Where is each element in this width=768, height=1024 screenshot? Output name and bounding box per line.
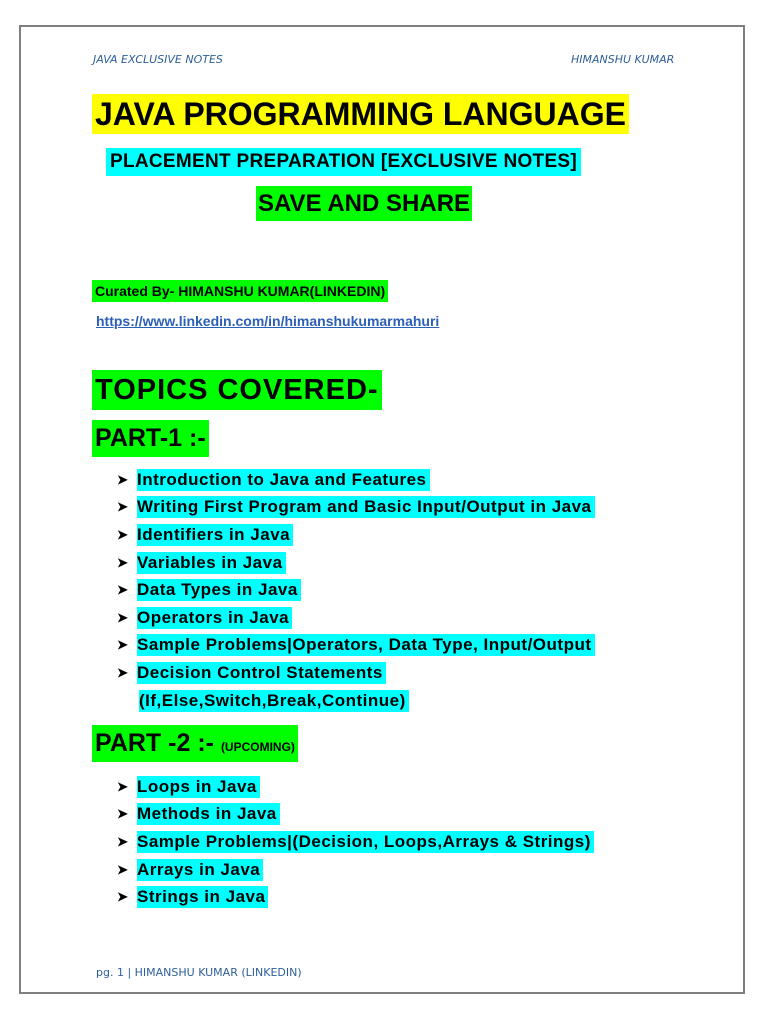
part-2-list (116, 773, 594, 911)
arrow-bullet-icon: ➤ (117, 526, 129, 542)
list-item (116, 576, 595, 604)
list-item (116, 521, 595, 549)
list-item-text: Methods in Java (137, 803, 280, 825)
curated-by: Curated By- HIMANSHU KUMAR(LINKEDIN) (92, 280, 388, 302)
arrow-bullet-icon: ➤ (117, 806, 129, 822)
topics-covered-heading: TOPICS COVERED- (92, 370, 382, 410)
list-item-text: Data Types in Java (137, 579, 301, 601)
list-item (116, 466, 595, 494)
arrow-bullet-icon: ➤ (117, 609, 129, 625)
list-item-text: Identifiers in Java (137, 524, 293, 546)
header-right: HIMANSHU KUMAR (571, 53, 675, 66)
list-item (116, 659, 595, 687)
linkedin-link[interactable]: https://www.linkedin.com/in/himanshukumarmahuri (96, 313, 440, 329)
arrow-bullet-icon: ➤ (117, 664, 129, 680)
save-and-share-heading: SAVE AND SHARE (256, 186, 472, 221)
list-item (116, 773, 594, 801)
list-item (116, 494, 595, 522)
page-title: JAVA PROGRAMMING LANGUAGE (92, 94, 629, 134)
page-subtitle: PLACEMENT PREPARATION [EXCLUSIVE NOTES] (106, 148, 581, 176)
list-item (116, 883, 594, 911)
list-item-text: Loops in Java (137, 776, 260, 798)
list-item-text: Arrays in Java (137, 859, 263, 881)
list-item-text: Variables in Java (137, 552, 286, 574)
arrow-bullet-icon: ➤ (117, 637, 129, 653)
header-left: JAVA EXCLUSIVE NOTES (93, 53, 223, 66)
arrow-bullet-icon: ➤ (117, 833, 129, 849)
list-item (116, 632, 595, 660)
list-item (116, 828, 594, 856)
arrow-bullet-icon: ➤ (117, 778, 129, 794)
part-2-heading-text: PART -2 :- (95, 729, 214, 757)
list-item-text: Decision Control Statements (137, 662, 386, 684)
part-2-upcoming: (UPCOMING) (220, 740, 295, 754)
list-item-text: Operators in Java (137, 607, 292, 629)
arrow-bullet-icon: ➤ (117, 889, 129, 905)
page-footer: pg. 1 | HIMANSHU KUMAR (LINKEDIN) (96, 966, 302, 979)
arrow-bullet-icon: ➤ (117, 499, 129, 515)
list-item-continuation (116, 687, 595, 715)
arrow-bullet-icon: ➤ (117, 582, 129, 598)
part-1-heading: PART-1 :- (92, 420, 209, 457)
list-item (116, 549, 595, 577)
part-1-list (116, 466, 595, 714)
arrow-bullet-icon: ➤ (117, 554, 129, 570)
arrow-bullet-icon: ➤ (117, 471, 129, 487)
part-2-heading (92, 725, 298, 762)
list-item-text: (If,Else,Switch,Break,Continue) (139, 690, 409, 712)
list-item-text: Sample Problems|Operators, Data Type, Input/Output (137, 634, 595, 656)
list-item (116, 604, 595, 632)
list-item-text: Writing First Program and Basic Input/Output in Java (137, 496, 595, 518)
list-item-text: Introduction to Java and Features (137, 469, 430, 491)
list-item-text: Sample Problems|(Decision, Loops,Arrays & Strings) (137, 831, 594, 853)
list-item-text: Strings in Java (137, 886, 268, 908)
list-item (116, 801, 594, 829)
list-item (116, 856, 594, 884)
arrow-bullet-icon: ➤ (117, 861, 129, 877)
